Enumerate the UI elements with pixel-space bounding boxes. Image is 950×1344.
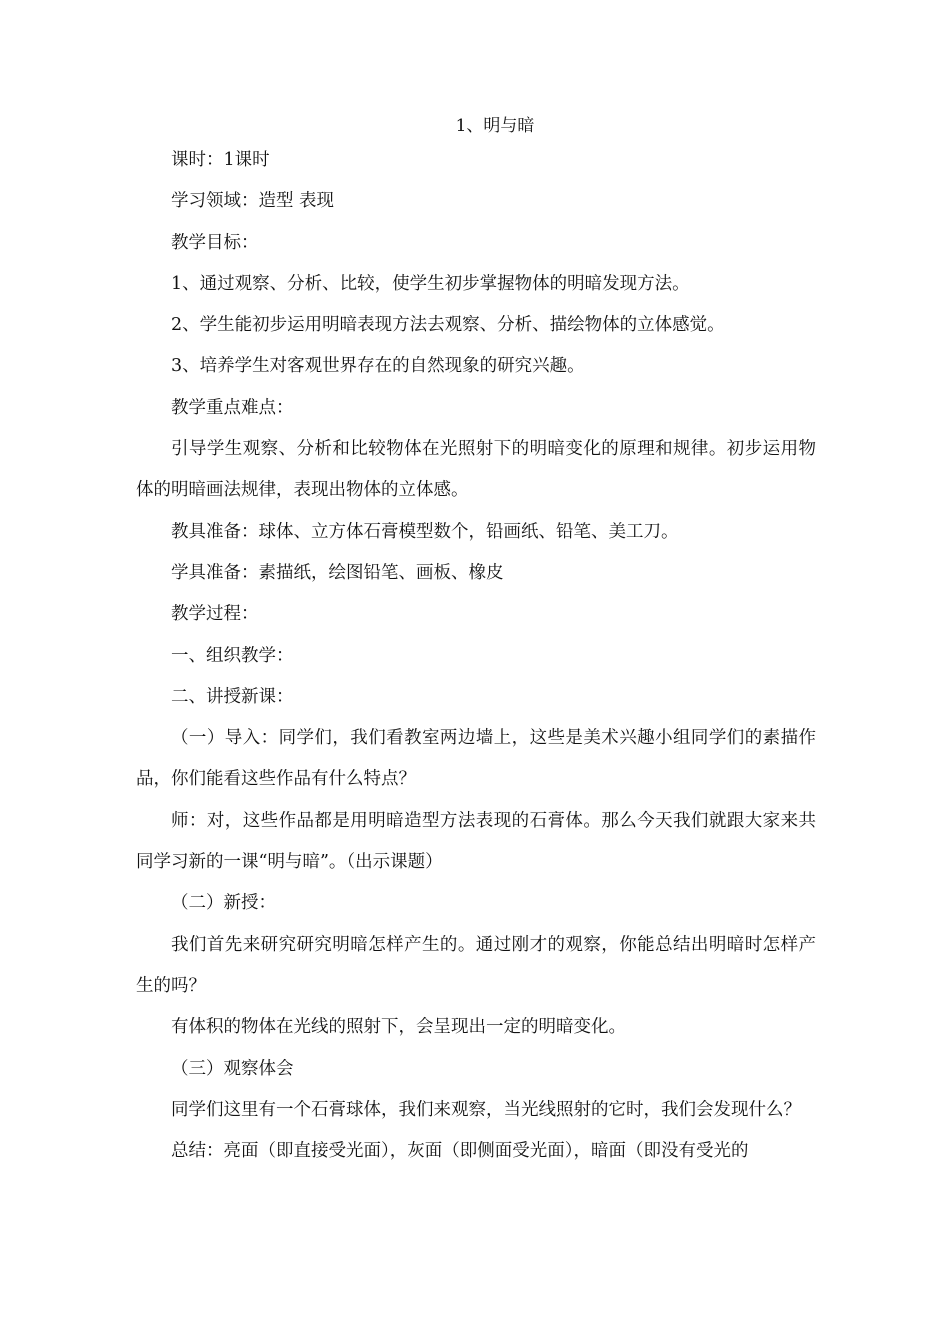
paragraph-plaster-sphere: 同学们这里有一个石膏球体，我们来观察，当光线照射的它时，我们会发现什么？	[171, 1099, 801, 1120]
paragraph-observe-heading: （三）观察体会	[171, 1058, 294, 1079]
paragraph-goal-1: 1、通过观察、分析、比较，使学生初步掌握物体的明暗发现方法。	[171, 273, 690, 294]
paragraph-organize: 一、组织教学：	[171, 645, 294, 666]
paragraph-teacher: 师：对，这些作品都是用明暗造型方法表现的石膏体。那么今天我们就跟大家来共同学习新的一课“明与暗”。（出示课题）	[136, 810, 816, 873]
paragraph-key-points: 引导学生观察、分析和比较物体在光照射下的明暗变化的原理和规律。初步运用物体的明暗画法规律，表现出物体的立体感。	[136, 439, 816, 501]
paragraph-new-lesson: 二、讲授新课：	[171, 686, 294, 707]
paragraph-introduction: （一）导入：同学们，我们看教室两边墙上，这些是美术兴趣小组同学们的素描作品，你们能看这些作品有什么特点？	[136, 728, 816, 790]
paragraph-goal-2: 2、学生能初步运用明暗表现方法去观察、分析、描绘物体的立体感觉。	[171, 315, 725, 336]
paragraph-process-heading: 教学过程：	[171, 604, 259, 625]
paragraph-teaching-aids: 教具准备：球体、立方体石膏模型数个，铅画纸、铅笔、美工刀。	[171, 521, 679, 542]
document-body	[136, 140, 816, 1172]
paragraph-goal-3: 3、培养学生对客观世界存在的自然现象的研究兴趣。	[171, 356, 585, 377]
paragraph-class-hours: 课时：1课时	[171, 150, 270, 170]
paragraph-research: 我们首先来研究研究明暗怎样产生的。通过刚才的观察，你能总结出明暗时怎样产生的吗？	[136, 934, 816, 996]
paragraph-teaching-goals-heading: 教学目标：	[171, 232, 259, 253]
paragraph-new-teaching-heading: （二）新授：	[171, 893, 276, 914]
paragraph-summary: 总结：亮面（即直接受光面），灰面（即侧面受光面），暗面（即没有受光的	[171, 1141, 749, 1162]
paragraph-student-materials: 学具准备：素描纸，绘图铅笔、画板、橡皮	[171, 562, 504, 583]
paragraph-light-change: 有体积的物体在光线的照射下，会呈现出一定的明暗变化。	[171, 1017, 626, 1038]
document-title: 1、明与暗	[455, 116, 535, 136]
paragraph-learning-area: 学习领域：造型 表现	[171, 191, 335, 212]
paragraph-key-points-heading: 教学重点难点：	[171, 397, 294, 418]
